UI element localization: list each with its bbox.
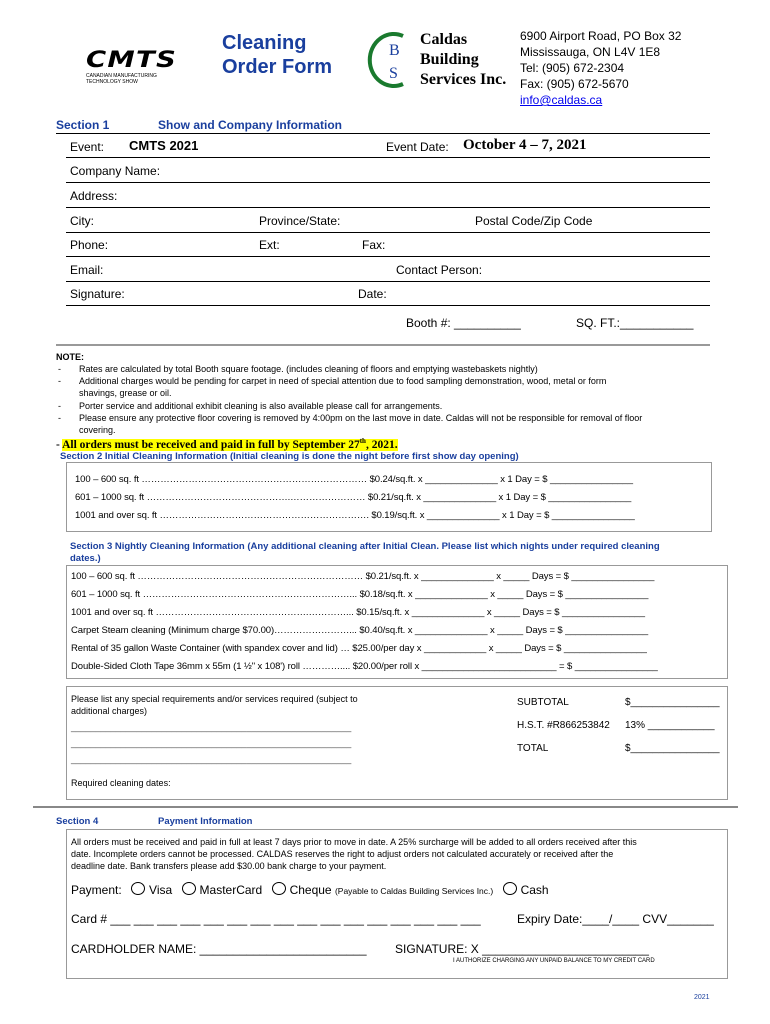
section3-row[interactable]: Rental of 35 gallon Waste Container (with spandex cover and lid) … $25.00/per day x ____________ x _____ Days = $ ________________	[71, 643, 647, 654]
special-line[interactable]: ________________________________________________________	[71, 722, 352, 732]
ext-field[interactable]: Ext:	[259, 238, 280, 252]
note-item: Porter service and additional exhibit cleaning is also available please call for arrangements.	[79, 401, 443, 411]
note-item: Please ensure any protective floor covering is removed by 4:00pm on the last move in date. Caldas will not be responsible for removal of floor	[79, 413, 643, 423]
mastercard-radio[interactable]	[182, 882, 196, 895]
cmts-logo-sub1: CANADIAN MANUFACTURING	[86, 73, 157, 79]
required-dates-label[interactable]: Required cleaning dates:	[71, 778, 171, 788]
caldas-name-line1: Caldas	[420, 31, 468, 48]
special-requirements-label2: additional charges)	[71, 706, 148, 716]
section2-row[interactable]: 601 – 1000 sq. ft ……………………………………….…………………… $0.21/sq.ft. x ______________ x 1 Day = $ ________________	[75, 492, 632, 503]
section3-row[interactable]: 100 – 600 sq. ft ……………………………………………………………… $0.21/sq.ft. x ______________ x _____ Days = $ ________________	[71, 571, 655, 582]
card-number-field[interactable]: Card # ___ ___ ___ ___ ___ ___ ___ ___ ___ ___ ___ ___ ___ ___ ___ ___	[71, 912, 481, 926]
payment-label: Payment:	[71, 883, 122, 897]
cardholder-name-field[interactable]: CARDHOLDER NAME: _________________________	[71, 942, 367, 956]
province-field[interactable]: Province/State:	[259, 214, 341, 228]
company-name-field[interactable]: Company Name:	[70, 164, 161, 178]
section1-title: Show and Company Information	[158, 118, 343, 132]
note-item-cont: covering.	[79, 425, 116, 435]
email-link[interactable]: info@caldas.ca	[520, 93, 603, 107]
address-line1: 6900 Airport Road, PO Box 32	[520, 29, 682, 43]
email-line	[66, 281, 710, 282]
address-line2: Mississauga, ON L4V 1E8	[520, 45, 661, 59]
event-line	[66, 157, 710, 158]
note-dash: -	[58, 364, 61, 374]
visa-label: Visa	[149, 883, 173, 897]
special-requirements-label: Please list any special requirements and/or services required (subject to	[71, 694, 358, 704]
section3-title-line1: Section 3 Nightly Cleaning Information (Any additional cleaning after Initial Clean. Please list which nights under required cleaning	[70, 541, 660, 552]
cash-radio[interactable]	[503, 882, 517, 895]
section3-title-line2: dates.)	[70, 553, 101, 564]
fax-field[interactable]: Fax:	[362, 238, 386, 252]
hst-value[interactable]: 13% ____________	[625, 720, 715, 731]
section2-row[interactable]: 1001 and over sq. ft …………………………………………………………. $0.19/sq.ft. x ______________ x 1 Day = $ ________________	[75, 510, 635, 521]
city-field[interactable]: City:	[70, 214, 94, 228]
cmts-logo	[86, 50, 186, 85]
section4-label: Section 4	[56, 816, 99, 827]
deadline-highlight: All orders must be received and paid in full by September 27th, 2021.	[62, 437, 398, 451]
phone-line	[66, 256, 710, 257]
date-field[interactable]: Date:	[358, 287, 387, 301]
payment-terms-line1: All orders must be received and paid in full at least 7 days prior to move in date. A 25% surcharge will be added to all orders received after this	[71, 837, 637, 847]
svg-text:B: B	[389, 42, 400, 59]
section4-title: Payment Information	[158, 816, 253, 827]
note-dash: -	[58, 413, 61, 423]
address-line	[66, 207, 710, 208]
note-title: NOTE:	[56, 352, 84, 362]
event-date-label: Event Date:	[386, 140, 449, 154]
event-label: Event:	[70, 140, 105, 154]
footer-year: 2021	[694, 994, 710, 1001]
signature-line	[66, 305, 710, 306]
special-line[interactable]: ________________________________________________________	[71, 738, 352, 748]
total-label: TOTAL	[517, 743, 549, 754]
cmts-logo-sub2: TECHNOLOGY SHOW	[86, 79, 138, 85]
section1-divider	[56, 133, 710, 134]
cheque-label: Cheque	[289, 883, 332, 897]
svg-text:S: S	[389, 65, 398, 82]
authorize-note: I AUTHORIZE CHARGING ANY UNPAID BALANCE TO MY CREDIT CARD	[453, 958, 655, 964]
caldas-name-line2: Building	[420, 51, 479, 68]
signature-field[interactable]: Signature:	[70, 287, 125, 301]
note-item-cont: shavings, grease or oil.	[79, 388, 172, 398]
visa-radio[interactable]	[131, 882, 145, 895]
address-field[interactable]: Address:	[70, 189, 118, 203]
email-field[interactable]: Email:	[70, 263, 104, 277]
signature-x-field[interactable]: SIGNATURE: X _________________________	[395, 942, 649, 956]
section3-row[interactable]: Double-Sided Cloth Tape 36mm x 55m (1 ½" x 108') roll ………….... $20.00/per roll x __________________________ = $ ________________	[71, 661, 658, 672]
section3-row[interactable]: 1001 and over sq. ft ………………………………………….…………... $0.15/sq.ft. x ______________ x _____ Days = $ ________________	[71, 607, 645, 618]
payment-terms-line3: deadline date. Bank transfers please add $30.00 bank charge to your payment.	[71, 861, 387, 871]
section3-bottom-divider	[33, 806, 738, 808]
note-item: Rates are calculated by total Booth square footage. (includes cleaning of floors and emptying wastebaskets nightly)	[79, 364, 538, 374]
event-date-value[interactable]: October 4 – 7, 2021	[463, 137, 587, 153]
hst-label: H.S.T. #R866253842	[517, 720, 610, 731]
caldas-logo	[367, 30, 412, 90]
form-title-line1: Cleaning	[222, 32, 307, 54]
note-item: Additional charges would be pending for carpet in need of special attention due to food sampling demonstration, wood, metal or form	[79, 376, 607, 386]
cash-label: Cash	[520, 883, 549, 897]
city-line	[66, 232, 710, 233]
payment-method-row	[71, 882, 549, 897]
event-value[interactable]: CMTS 2021	[129, 138, 199, 153]
section1-bottom-divider	[56, 344, 710, 346]
section2-row[interactable]: 100 – 600 sq. ft ……………………………………………………………… $0.24/sq.ft. x ______________ x 1 Day = $ ________________	[75, 474, 633, 485]
total-value[interactable]: $________________	[625, 743, 720, 754]
phone-field[interactable]: Phone:	[70, 238, 109, 252]
postal-field[interactable]: Postal Code/Zip Code	[475, 214, 593, 228]
cheque-radio[interactable]	[272, 882, 286, 895]
cheque-note: (Payable to Caldas Building Services Inc.)	[334, 886, 494, 896]
section2-title: Section 2 Initial Cleaning Information (Initial cleaning is done the night before first show day opening)	[60, 451, 519, 462]
fax-line: Fax: (905) 672-5670	[520, 77, 629, 91]
mastercard-label: MasterCard	[199, 883, 263, 897]
cmts-logo-text: CMTS	[86, 48, 178, 73]
deadline-note: - All orders must be received and paid in full by September 27th, 2021.	[56, 437, 398, 451]
form-title	[222, 31, 332, 79]
expiry-cvv-field[interactable]: Expiry Date:____/____ CVV_______	[517, 912, 714, 926]
form-title-line2: Order Form	[222, 56, 333, 78]
note-dash: -	[58, 376, 61, 386]
caldas-name	[420, 30, 506, 90]
contact-person-field[interactable]: Contact Person:	[396, 263, 483, 277]
section3-row[interactable]: Carpet Steam cleaning (Minimum charge $70.00)……………………... $0.40/sq.ft. x ______________ x _____ Days = $ ________________	[71, 625, 649, 636]
section3-row[interactable]: 601 – 1000 sq. ft …………………………………………………………... $0.18/sq.ft. x ______________ x _____ Days = $ ________________	[71, 589, 649, 600]
company-line	[66, 182, 710, 183]
company-contact	[520, 28, 681, 108]
tel-line: Tel: (905) 672-2304	[520, 61, 625, 75]
sqft-field[interactable]: SQ. FT.:___________	[576, 316, 694, 330]
subtotal-label: SUBTOTAL	[517, 697, 569, 708]
caldas-name-line3: Services Inc.	[420, 71, 507, 88]
note-dash: -	[58, 401, 61, 411]
section1-label: Section 1	[56, 118, 110, 132]
payment-terms-line2: date. Incomplete orders cannot be processed. CALDAS reserves the right to adjust orders not calculated accurately or received after the	[71, 849, 614, 859]
subtotal-value[interactable]: $________________	[625, 697, 720, 708]
booth-field[interactable]: Booth #: __________	[406, 316, 521, 330]
special-line[interactable]: ________________________________________________________	[71, 754, 352, 764]
caldas-logo-mark	[367, 30, 412, 90]
